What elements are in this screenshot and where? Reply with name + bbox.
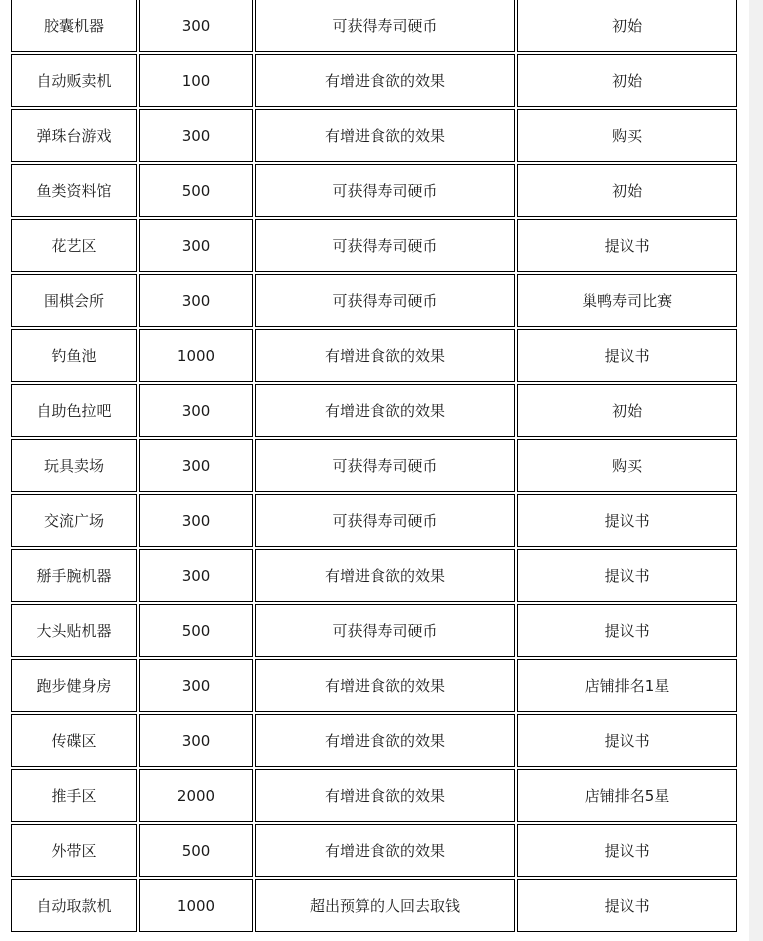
facility-cost: 300: [139, 494, 253, 547]
facility-cost: 300: [139, 219, 253, 272]
facility-unlock: 提议书: [517, 714, 737, 767]
table-row: [11, 549, 737, 602]
facility-unlock: 初始: [517, 0, 737, 52]
facility-cost: 1000: [139, 879, 253, 932]
facility-cost: 300: [139, 714, 253, 767]
facility-cost: 100: [139, 54, 253, 107]
facility-name: 跑步健身房: [11, 659, 137, 712]
facility-unlock: 提议书: [517, 219, 737, 272]
table-row: [11, 164, 737, 217]
facility-name: 玩具卖场: [11, 439, 137, 492]
facility-name: 钓鱼池: [11, 329, 137, 382]
facility-unlock: 提议书: [517, 824, 737, 877]
facility-effect: 有增进食欲的效果: [255, 329, 515, 382]
table-row: [11, 274, 737, 327]
facility-effect: 可获得寿司硬币: [255, 0, 515, 52]
table-row: [11, 604, 737, 657]
facility-effect: 可获得寿司硬币: [255, 604, 515, 657]
facility-effect: 有增进食欲的效果: [255, 384, 515, 437]
facility-cost: 500: [139, 824, 253, 877]
facility-cost: 300: [139, 109, 253, 162]
facility-effect: 有增进食欲的效果: [255, 659, 515, 712]
facility-name: 推手区: [11, 769, 137, 822]
facility-unlock: 店铺排名1星: [517, 659, 737, 712]
facility-effect: 可获得寿司硬币: [255, 494, 515, 547]
facility-name: 围棋会所: [11, 274, 137, 327]
facility-effect: 超出预算的人回去取钱: [255, 879, 515, 932]
facility-cost: 500: [139, 604, 253, 657]
facility-unlock: 提议书: [517, 604, 737, 657]
facility-name: 自动取款机: [11, 879, 137, 932]
facility-cost: 300: [139, 274, 253, 327]
facility-effect: 有增进食欲的效果: [255, 549, 515, 602]
table-row: [11, 659, 737, 712]
facility-effect: 可获得寿司硬币: [255, 219, 515, 272]
table-row: [11, 219, 737, 272]
facility-unlock: 购买: [517, 439, 737, 492]
facility-name: 自动贩卖机: [11, 54, 137, 107]
facility-effect: 可获得寿司硬币: [255, 164, 515, 217]
facility-effect: 有增进食欲的效果: [255, 714, 515, 767]
facility-cost: 300: [139, 0, 253, 52]
facility-name: 传碟区: [11, 714, 137, 767]
facility-unlock: 购买: [517, 109, 737, 162]
facility-name: 花艺区: [11, 219, 137, 272]
table-row: [11, 879, 737, 932]
table-row: [11, 329, 737, 382]
facility-unlock: 提议书: [517, 879, 737, 932]
facility-unlock: 提议书: [517, 329, 737, 382]
facility-unlock: 巢鸭寿司比赛: [517, 274, 737, 327]
table-row: [11, 439, 737, 492]
facility-unlock: 提议书: [517, 549, 737, 602]
facility-name: 弹珠台游戏: [11, 109, 137, 162]
facility-table-body: [11, 0, 737, 932]
facility-effect: 有增进食欲的效果: [255, 109, 515, 162]
table-row: [11, 494, 737, 547]
facility-cost: 300: [139, 384, 253, 437]
table-row: [11, 0, 737, 52]
facility-unlock: 初始: [517, 384, 737, 437]
facility-cost: 1000: [139, 329, 253, 382]
facility-cost: 300: [139, 549, 253, 602]
table-row: [11, 714, 737, 767]
vertical-scrollbar[interactable]: [749, 0, 763, 941]
facility-name: 交流广场: [11, 494, 137, 547]
facility-effect: 可获得寿司硬币: [255, 274, 515, 327]
table-row: [11, 769, 737, 822]
facility-cost: 300: [139, 439, 253, 492]
facility-unlock: 初始: [517, 54, 737, 107]
facility-effect: 有增进食欲的效果: [255, 824, 515, 877]
facility-name: 自助色拉吧: [11, 384, 137, 437]
facility-unlock: 初始: [517, 164, 737, 217]
facility-table: [9, 0, 739, 934]
facility-cost: 2000: [139, 769, 253, 822]
facility-cost: 500: [139, 164, 253, 217]
facility-name: 外带区: [11, 824, 137, 877]
facility-effect: 可获得寿司硬币: [255, 439, 515, 492]
table-row: [11, 109, 737, 162]
facility-effect: 有增进食欲的效果: [255, 769, 515, 822]
facility-unlock: 店铺排名5星: [517, 769, 737, 822]
facility-name: 胶囊机器: [11, 0, 137, 52]
facility-name: 掰手腕机器: [11, 549, 137, 602]
facility-unlock: 提议书: [517, 494, 737, 547]
facility-effect: 有增进食欲的效果: [255, 54, 515, 107]
facility-name: 鱼类资料馆: [11, 164, 137, 217]
table-row: [11, 54, 737, 107]
facility-cost: 300: [139, 659, 253, 712]
table-row: [11, 384, 737, 437]
facility-name: 大头贴机器: [11, 604, 137, 657]
table-row: [11, 824, 737, 877]
